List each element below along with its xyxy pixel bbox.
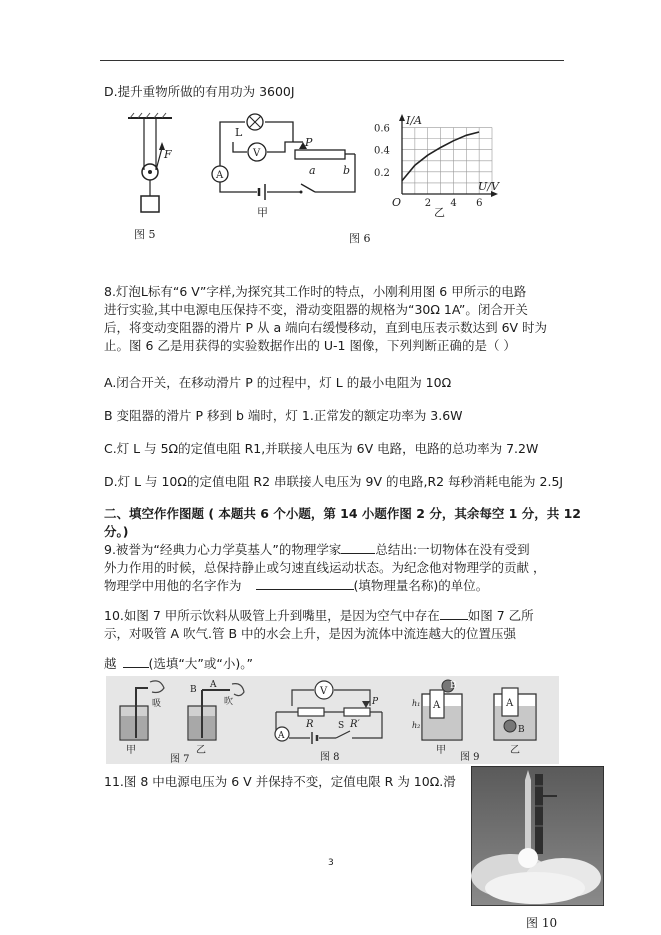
q9-line-2: 外力作用的时候，总保持静止或匀速直线运动状态。为纪念他对物理学的贡献 ， [104,560,546,575]
q9-line-3 [104,578,488,594]
page-number: 3 [328,858,334,868]
fig9-label-b-right: B [518,725,525,735]
q7-option-d: D.提升重物所做的有用功为 3600J [104,84,295,99]
fig7-caption: 图 7 [170,754,190,764]
fig6-ammeter: A [216,170,224,181]
fig9-sub-a: 甲 [436,745,446,756]
q10-blank-1[interactable] [440,608,468,620]
q8-option-c: C.灯 L 与 5Ω的定值电阻 R1,并联接人电压为 6V 电路，电路的总功率为 7.2W [104,441,539,456]
fig8-caption: 图 8 [320,752,340,763]
q10-line-1-a: 10.如图 7 甲所示饮料从吸管上升到嘴里，是因为空气中存在 [104,608,440,623]
fig9-label-h1: h₁ [412,699,421,708]
fig9-label-b-left: B [450,681,457,691]
fig6-end-b: b [343,164,351,177]
fig9-label-a-right: A [506,698,514,709]
fig6-lamp-label: L [235,126,243,139]
q10-blank-2[interactable] [123,656,149,668]
figure-6-circuit [205,112,365,227]
fig8-label-rp: R′ [350,719,360,730]
q8-line-3: 后，将变动变阻器的滑片 P 从 a 端向右缓慢移动，直到电压表示数达到 6V 时为 [104,320,548,335]
fig9-label-h2: h₂ [412,721,421,730]
fig9-caption: 图 9 [460,752,480,763]
fig7-sub-a: 甲 [126,745,136,756]
q9-blank-1[interactable] [341,542,375,554]
q9-line-1-b: 总结出:一切物体在没有受到 [375,542,530,557]
figure-9-containers [410,676,560,764]
y-tick-label: 0.2 [374,167,390,179]
x-tick-label: 6 [476,198,483,209]
fig6-end-a: a [309,164,316,177]
y-tick-label: 0.6 [374,123,390,135]
q8-option-d: D.灯 L 与 10Ω的定值电阻 R2 串联接人电压为 9V 的电路,R2 每秒消耗电能为 2.5J [104,474,564,489]
q10-line-1 [104,608,534,624]
x-tick-label: 2 [424,198,432,209]
fig9-sub-b: 乙 [510,745,520,756]
fig6-voltmeter: V [253,148,261,159]
fig6-origin: O [392,196,402,209]
fig7-label-b: B [190,685,197,695]
fig10-caption: 图 10 [526,916,558,930]
q8-line-1: 8.灯泡L标有“6 V”字样,为探究其工作时的特点，小刚利用图 6 甲所示的电路 [104,284,527,299]
q8-line-4: 止。图 6 乙是用获得的实验数据作出的 U-1 图像，下列判断正确的是（ ） [104,338,516,353]
q8-line-2: 进行实验,其中电源电压保持不变，滑动变阻器的规格为“30Ω 1A”。闭合开关 [104,302,528,317]
fig6-sub-b: 乙 [434,206,445,219]
q10-line-3 [104,656,253,672]
fig7-label-a: A [210,680,217,690]
figure-10-rocket-photo [471,766,604,906]
fig9-label-a-left: A [433,700,441,711]
fig8-label-s: S [338,721,345,731]
q10-line-1-b: 如图 7 乙所 [467,608,534,623]
header-rule [100,60,564,61]
fig6-x-axis-label: U/V [478,180,499,193]
q10-line-3-b: (选填“大”或“小)。” [148,656,253,671]
q10-line-2: 示，对吸管 A 吹气.管 B 中的水会上升，是因为流体中流连越大的位置压强 [104,626,516,641]
q8-option-b: B 变阻器的滑片 P 移到 b 端时，灯 1.正常发的额定功率为 3.6W [104,408,463,423]
fig8-voltmeter: V [320,686,328,697]
figure-6-graph [372,112,502,220]
x-tick-label: 4 [450,198,457,209]
q9-blank-2[interactable] [256,578,354,590]
fig6-slider-label: P [305,136,313,149]
fig6-sub-a: 甲 [257,206,268,219]
fig8-label-r: R [306,719,314,730]
q9-line-3-a: 物理学中用他的名字作为 [104,578,242,593]
q8-option-a: A.闭合开关，在移动滑片 P 的过程中，灯 L 的最小电阻为 10Ω [104,375,452,390]
fig7-sub-b: 乙 [196,745,206,756]
fig5-caption: 图 5 [134,228,156,241]
q9-line-3-b: (填物理量名称)的单位。 [353,578,489,593]
section-2-heading-line-2: 分。) [104,524,129,539]
fig7-label-suck: 吸 [152,699,162,709]
q11-line-1: 11.图 8 中电源电压为 6 V 并保持不变，定值电限 R 为 10Ω.滑 [104,774,456,789]
fig6-y-axis-label: I/A [406,114,422,127]
figure-8-circuit [270,676,390,764]
q10-line-3-a: 越 [104,656,117,671]
figure-7-straws [106,676,256,764]
figure-5-pulley [120,112,180,247]
y-tick-label: 0.4 [374,145,390,157]
fig8-label-p: P [372,697,379,707]
q9-line-1-a: 9.被誉为“经典力心力学莫基人”的物理学家 [104,542,342,557]
fig5-force-label: F [164,148,172,161]
fig6-caption: 图 6 [349,232,371,245]
q9-line-1 [104,542,530,558]
fig8-ammeter: A [278,731,285,741]
section-2-heading-line-1: 二、填空作作图题 ( 本题共 6 个小题，第 14 小题作图 2 分，其余每空 1 分，共 12 [104,506,581,521]
fig7-label-blow: 吹 [224,697,234,707]
